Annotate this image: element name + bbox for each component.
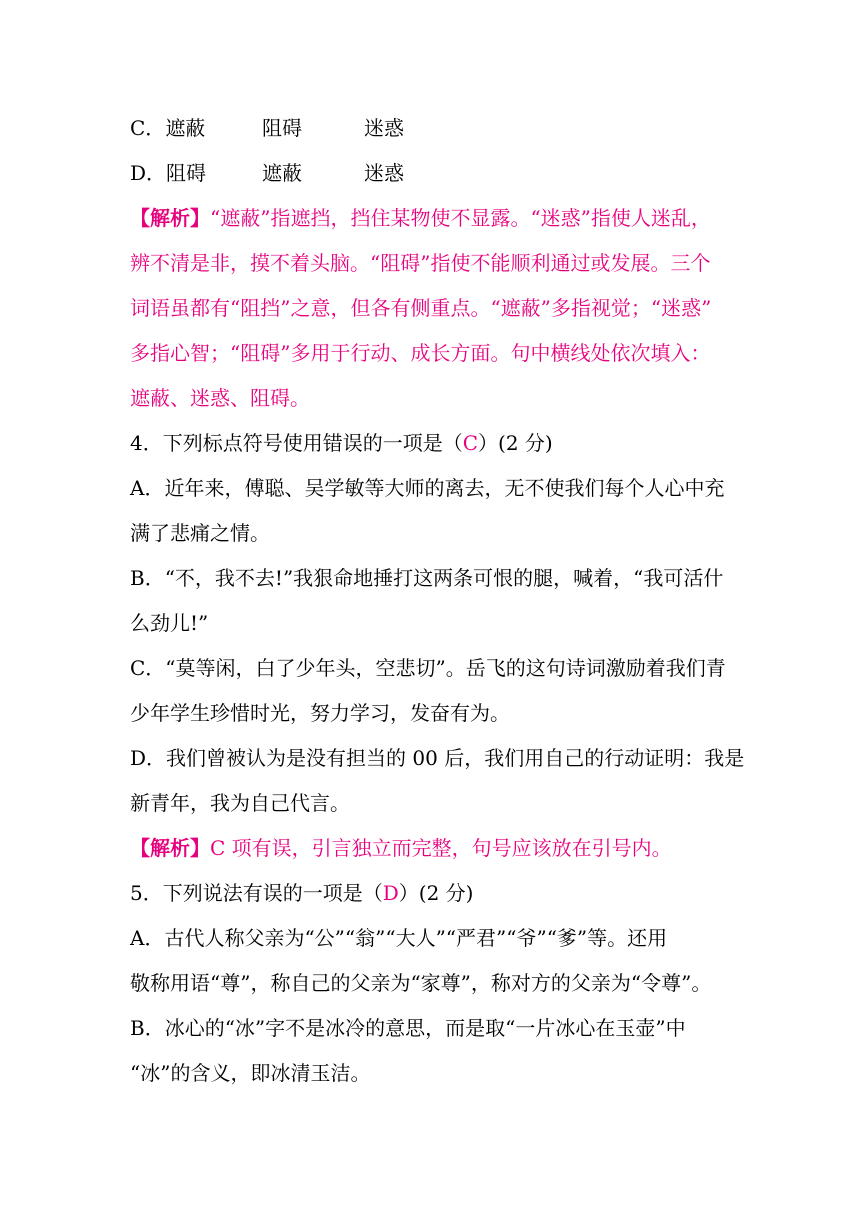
q3-analysis-line-2: 辨不清是非，摸不着头脑。“阻碍”指使不能顺利通过或发展。三个 <box>130 251 711 275</box>
q3-analysis-line-3: 词语虽都有“阻挡”之意，但各有侧重点。“遮蔽”多指视觉；“迷惑” <box>130 296 712 320</box>
q4-option-a-line-1: A．近年来，傅聪、吴学敏等大师的离去，无不使我们每个人心中充 <box>130 476 725 500</box>
q4-option-c-line-1: C．“莫等闲，白了少年头，空悲切”。岳飞的这句诗词激励着我们青 <box>130 656 726 680</box>
option-word-2: 阻碍 <box>262 116 302 140</box>
analysis-tag: 【解析】 <box>130 206 210 230</box>
option-label: D． <box>130 161 167 185</box>
q3-option-d <box>130 159 740 187</box>
stem-text: 5．下列说法有误的一项是（ <box>130 881 383 905</box>
stem-score: ）(2 分) <box>478 431 553 455</box>
q5-option-b-line-1: B．冰心的“冰”字不是冰冷的意思，而是取“一片冰心在玉壶”中 <box>130 1016 686 1040</box>
stem-score: ）(2 分) <box>398 881 474 905</box>
q4-option-c-line-2: 少年学生珍惜时光，努力学习，发奋有为。 <box>130 701 510 725</box>
q5-stem <box>130 879 740 907</box>
option-word-3: 迷惑 <box>364 161 404 185</box>
q4-analysis <box>130 834 740 862</box>
analysis-text: “遮蔽”指遮挡，挡住某物使不显露。“迷惑”指使人迷乱， <box>210 206 711 230</box>
q4-option-b-line-1: B．“不，我不去!”我狠命地捶打这两条可恨的腿，喊着，“我可活什 <box>130 566 724 590</box>
q5-option-a-line-2: 敬称用语“尊”，称自己的父亲为“家尊”，称对方的父亲为“令尊”。 <box>130 971 712 995</box>
q4-stem <box>130 429 740 457</box>
q3-analysis-line-1 <box>130 204 740 232</box>
q5-option-a-line-1: A．古代人称父亲为“公”“翁”“大人”“严君”“爷”“爹”等。还用 <box>130 926 668 950</box>
analysis-tag: 【解析】 <box>130 836 210 860</box>
q3-analysis-line-5: 遮蔽、迷惑、阻碍。 <box>130 386 310 410</box>
option-label: C． <box>130 116 166 140</box>
analysis-text: C 项有误，引言独立而完整，句号应该放在引号内。 <box>210 836 672 860</box>
q4-option-b-line-2: 么劲儿!” <box>130 611 209 635</box>
option-word-1: 遮蔽 <box>165 116 206 140</box>
q4-option-d-line-2: 新青年，我为自己代言。 <box>130 791 350 815</box>
option-word-1: 阻碍 <box>166 161 207 185</box>
stem-text: 4．下列标点符号使用错误的一项是（ <box>130 431 463 455</box>
q3-option-c <box>130 114 740 142</box>
q4-option-d-line-1: D．我们曾被认为是没有担当的 00 后，我们用自己的行动证明：我是 <box>130 746 745 770</box>
q3-analysis-line-4: 多指心智；“阻碍”多用于行动、成长方面。句中横线处依次填入： <box>130 341 711 365</box>
answer-letter: D <box>382 881 399 905</box>
answer-letter: C <box>462 431 479 455</box>
option-word-2: 遮蔽 <box>262 161 302 185</box>
option-word-3: 迷惑 <box>364 116 404 140</box>
q4-option-a-line-2: 满了悲痛之情。 <box>130 521 270 545</box>
q5-option-b-line-2: “冰”的含义，即冰清玉洁。 <box>130 1061 371 1085</box>
